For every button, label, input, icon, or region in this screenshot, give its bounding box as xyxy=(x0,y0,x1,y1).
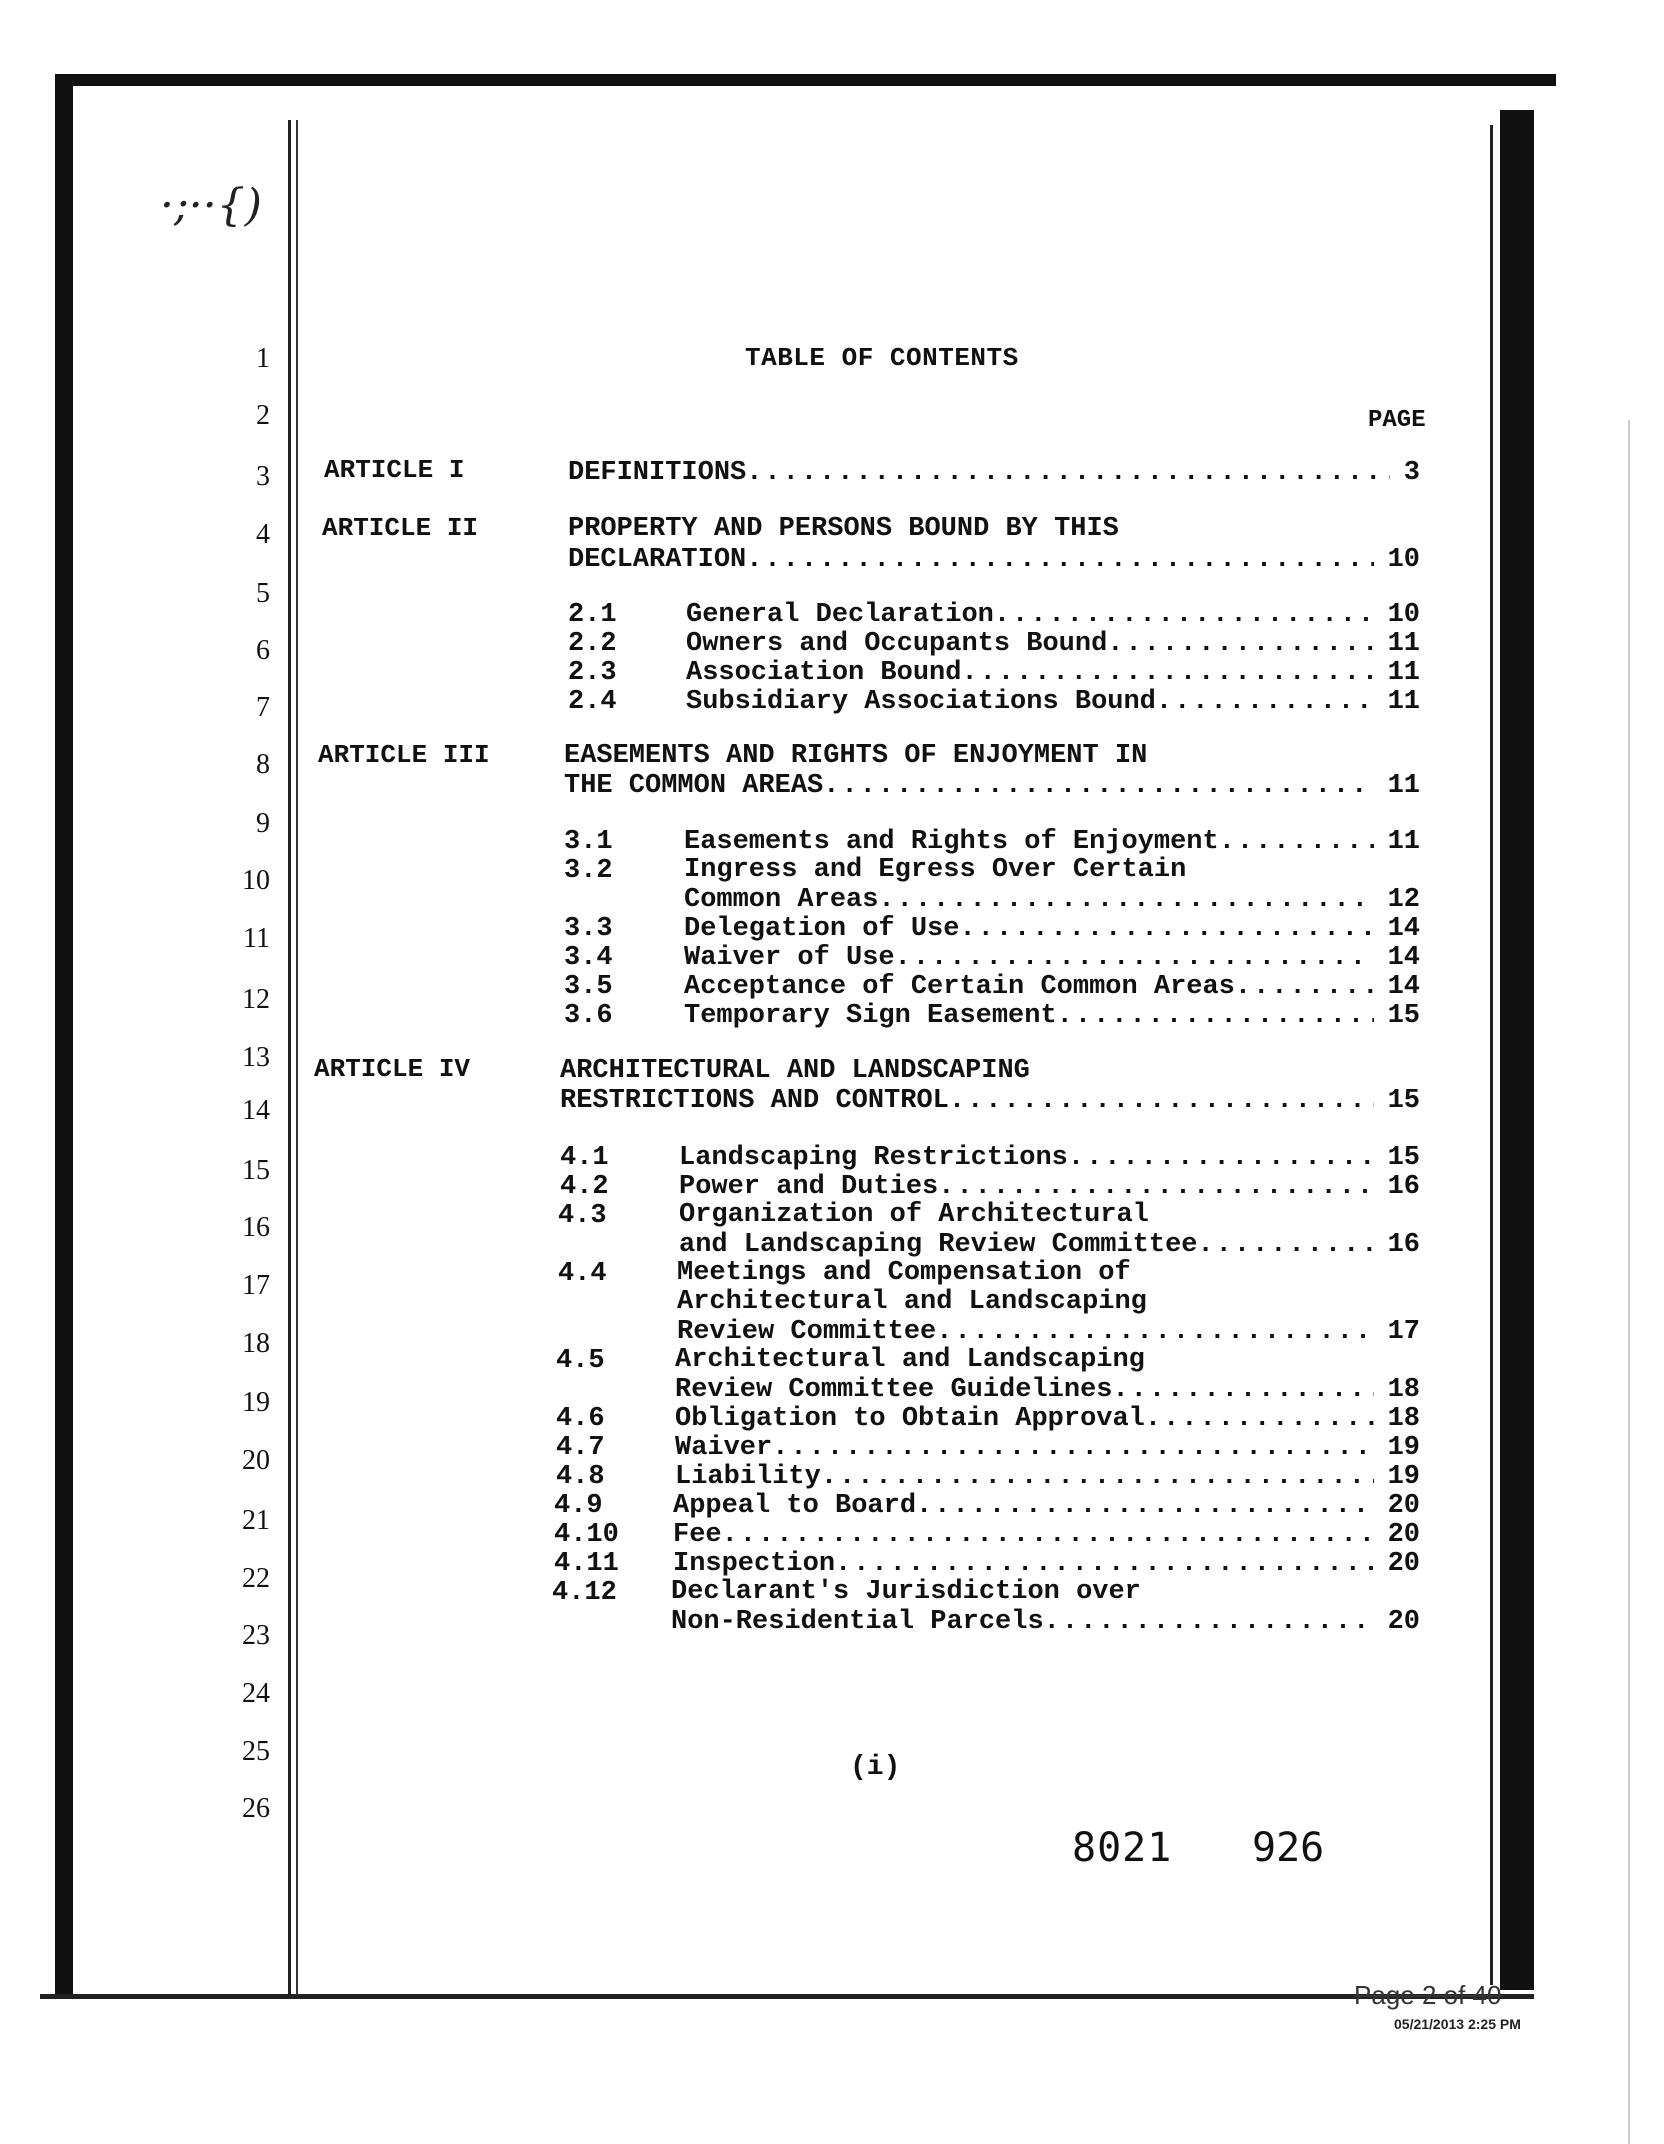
toc-entry-title: RESTRICTIONS AND CONTROL xyxy=(560,1086,949,1116)
leader-dots xyxy=(772,1433,1373,1463)
toc-entry-title: Fee xyxy=(673,1520,722,1550)
toc-entry-section[interactable] xyxy=(684,943,1420,973)
toc-entry-title-line: Declarant's Jurisdiction over xyxy=(671,1577,1141,1607)
line-number: 4 xyxy=(256,519,270,550)
leader-dots xyxy=(1197,1230,1373,1260)
line-number: 26 xyxy=(242,1793,270,1824)
toc-entry-title: Landscaping Restrictions xyxy=(679,1143,1068,1173)
toc-entry-page: 11 xyxy=(1387,687,1420,717)
toc-entry-title: Temporary Sign Easement xyxy=(684,1001,1057,1031)
line-number: 18 xyxy=(242,1328,270,1359)
page-of-indicator: Page 2 of 40 xyxy=(1354,1980,1502,2010)
toc-entry-page: 15 xyxy=(1387,1143,1420,1173)
toc-entry-title: Power and Duties xyxy=(679,1172,939,1202)
toc-entry-page: 14 xyxy=(1387,943,1420,973)
section-number: 3.1 xyxy=(564,827,613,857)
toc-entry-section[interactable] xyxy=(686,629,1420,659)
article-label: ARTICLE IV xyxy=(314,1054,471,1084)
line-number: 14 xyxy=(242,1095,270,1126)
leader-dots xyxy=(949,1086,1374,1116)
section-number: 4.2 xyxy=(560,1172,609,1202)
section-number: 2.3 xyxy=(568,658,617,688)
line-number: 7 xyxy=(256,692,270,723)
article-label: ARTICLE III xyxy=(318,740,490,770)
section-number: 4.12 xyxy=(552,1578,617,1608)
section-number: 3.3 xyxy=(564,914,613,944)
toc-entry-title: Waiver xyxy=(675,1433,773,1463)
toc-entry-page: 15 xyxy=(1387,1086,1420,1116)
line-number: 16 xyxy=(242,1212,270,1243)
toc-entry-page: 17 xyxy=(1387,1317,1420,1347)
toc-entry-title: Non-Residential Parcels xyxy=(671,1607,1044,1637)
line-number: 10 xyxy=(242,865,270,896)
section-number: 3.4 xyxy=(564,943,613,973)
scan-edge-line xyxy=(1628,420,1630,2144)
line-number: 5 xyxy=(256,578,270,609)
page-frame-top xyxy=(56,74,1556,86)
toc-entry-title: Common Areas xyxy=(684,885,879,915)
toc-entry-page: 10 xyxy=(1387,545,1420,575)
toc-entry-title: Review Committee Guidelines xyxy=(675,1375,1113,1405)
toc-entry-title: General Declaration xyxy=(686,600,994,630)
section-number: 4.8 xyxy=(556,1462,605,1492)
toc-entry-page: 15 xyxy=(1387,1001,1420,1031)
leader-dots xyxy=(878,885,1373,915)
leader-dots xyxy=(1145,1404,1374,1434)
toc-entry-title: Obligation to Obtain Approval xyxy=(675,1404,1145,1434)
toc-entry-section[interactable] xyxy=(675,1462,1420,1492)
section-number: 2.4 xyxy=(568,687,617,717)
page-frame-right xyxy=(1500,110,1534,1990)
toc-entry-page: 20 xyxy=(1387,1549,1420,1579)
handwritten-mark: ·;··{) xyxy=(160,180,262,231)
recording-page-number: 926 xyxy=(1252,1825,1325,1871)
leader-dots xyxy=(1107,629,1373,659)
toc-entry-section[interactable] xyxy=(679,1172,1420,1202)
leader-dots xyxy=(1235,972,1374,1002)
document-title: TABLE OF CONTENTS xyxy=(745,343,1019,373)
toc-entry-section[interactable] xyxy=(684,914,1420,944)
leader-dots xyxy=(823,771,1373,801)
section-number: 4.10 xyxy=(554,1520,619,1550)
leader-dots xyxy=(959,914,1373,944)
toc-entry-title-line: Ingress and Egress Over Certain xyxy=(684,855,1187,885)
line-number: 15 xyxy=(242,1155,270,1186)
section-number: 2.2 xyxy=(568,629,617,659)
toc-entry-article-2[interactable] xyxy=(568,545,1420,575)
print-timestamp: 05/21/2013 2:25 PM xyxy=(1394,2016,1521,2032)
margin-rule xyxy=(288,120,291,1995)
leader-dots xyxy=(961,658,1373,688)
section-number: 3.2 xyxy=(564,856,613,886)
toc-entry-section[interactable] xyxy=(675,1433,1420,1463)
toc-entry-title: Owners and Occupants Bound xyxy=(686,629,1108,659)
toc-entry-section[interactable] xyxy=(679,1230,1420,1260)
section-number: 3.5 xyxy=(564,972,613,1002)
section-number: 4.6 xyxy=(556,1404,605,1434)
toc-entry-page: 11 xyxy=(1387,827,1420,857)
toc-entry-title: Review Committee xyxy=(677,1317,937,1347)
toc-entry-title-line: Architectural and Landscaping xyxy=(677,1287,1147,1317)
toc-entry-page: 18 xyxy=(1387,1375,1420,1405)
line-number: 17 xyxy=(242,1270,270,1301)
toc-entry-section[interactable] xyxy=(684,1001,1420,1031)
toc-entry-title-line: Architectural and Landscaping xyxy=(675,1345,1145,1375)
toc-entry-page: 18 xyxy=(1387,1404,1420,1434)
leader-dots xyxy=(938,1172,1373,1202)
toc-entry-section[interactable] xyxy=(671,1607,1420,1637)
line-number: 19 xyxy=(242,1387,270,1418)
section-number: 4.4 xyxy=(558,1259,607,1289)
toc-entry-page: 20 xyxy=(1387,1607,1420,1637)
section-number: 4.11 xyxy=(554,1549,619,1579)
leader-dots xyxy=(916,1491,1374,1521)
toc-entry-page: 11 xyxy=(1387,771,1420,801)
section-number: 4.5 xyxy=(556,1346,605,1376)
leader-dots xyxy=(746,458,1390,488)
toc-entry-section[interactable] xyxy=(686,658,1420,688)
toc-entry-section[interactable] xyxy=(675,1404,1420,1434)
line-number: 24 xyxy=(242,1678,270,1709)
line-number: 2 xyxy=(256,400,270,431)
toc-entry-section[interactable] xyxy=(673,1549,1420,1579)
toc-entry-title-line: PROPERTY AND PERSONS BOUND BY THIS xyxy=(568,514,1119,544)
toc-entry-section[interactable] xyxy=(675,1375,1420,1405)
leader-dots xyxy=(835,1549,1374,1579)
toc-entry-title: Subsidiary Associations Bound xyxy=(686,687,1156,717)
toc-entry-page: 10 xyxy=(1387,600,1420,630)
margin-rule-inner xyxy=(296,120,298,1995)
footer-page-number: (i) xyxy=(850,1752,901,1783)
page-frame-left xyxy=(55,74,73,1999)
line-number: 21 xyxy=(242,1505,270,1536)
toc-entry-title: Easements and Rights of Enjoyment xyxy=(684,827,1219,857)
line-number: 20 xyxy=(242,1445,270,1476)
leader-dots xyxy=(1068,1143,1374,1173)
line-number: 9 xyxy=(256,808,270,839)
leader-dots xyxy=(821,1462,1374,1492)
line-number: 3 xyxy=(256,461,270,492)
toc-entry-section[interactable] xyxy=(684,972,1420,1002)
leader-dots xyxy=(936,1317,1373,1347)
line-number: 13 xyxy=(242,1042,270,1073)
toc-entry-section[interactable] xyxy=(673,1520,1420,1550)
toc-entry-title-line: Meetings and Compensation of xyxy=(677,1258,1131,1288)
toc-entry-page: 3 xyxy=(1403,458,1420,488)
toc-entry-title: and Landscaping Review Committee xyxy=(679,1230,1198,1260)
line-number: 25 xyxy=(242,1736,270,1767)
line-number: 12 xyxy=(242,984,270,1015)
page-column-heading: PAGE xyxy=(1368,407,1426,434)
toc-entry-title: Waiver of Use xyxy=(684,943,895,973)
toc-entry-title: DEFINITIONS xyxy=(568,458,747,488)
leader-dots xyxy=(1044,1607,1374,1637)
toc-entry-title: THE COMMON AREAS xyxy=(564,771,824,801)
toc-entry-page: 16 xyxy=(1387,1230,1420,1260)
toc-entry-title-line: ARCHITECTURAL AND LANDSCAPING xyxy=(560,1056,1030,1086)
toc-entry-page: 16 xyxy=(1387,1172,1420,1202)
toc-entry-section[interactable] xyxy=(679,1143,1420,1173)
line-number: 8 xyxy=(256,749,270,780)
section-number: 3.6 xyxy=(564,1001,613,1031)
leader-dots xyxy=(895,943,1374,973)
leader-dots xyxy=(1219,827,1374,857)
recording-book-number: 8021 xyxy=(1072,1825,1173,1871)
toc-entry-page: 12 xyxy=(1387,885,1420,915)
toc-entry-title-line: Organization of Architectural xyxy=(679,1200,1149,1230)
toc-entry-title: Delegation of Use xyxy=(684,914,960,944)
toc-entry-page: 19 xyxy=(1387,1462,1420,1492)
toc-entry-section[interactable] xyxy=(686,600,1420,630)
page-frame-bottom xyxy=(40,1994,1534,1999)
toc-entry-section[interactable] xyxy=(677,1317,1420,1347)
toc-entry-article-1[interactable] xyxy=(568,458,1420,488)
toc-entry-title-line: EASEMENTS AND RIGHTS OF ENJOYMENT IN xyxy=(564,741,1148,771)
toc-entry-page: 11 xyxy=(1387,629,1420,659)
section-number: 4.1 xyxy=(560,1143,609,1173)
section-number: 2.1 xyxy=(568,600,617,630)
article-label: ARTICLE II xyxy=(322,513,479,543)
toc-entry-page: 14 xyxy=(1387,972,1420,1002)
toc-entry-title: Inspection xyxy=(673,1549,836,1579)
toc-entry-page: 20 xyxy=(1387,1520,1420,1550)
line-number: 1 xyxy=(256,343,270,374)
toc-entry-page: 20 xyxy=(1387,1491,1420,1521)
section-number: 4.7 xyxy=(556,1433,605,1463)
toc-entry-section[interactable] xyxy=(686,687,1420,717)
toc-entry-title: Association Bound xyxy=(686,658,962,688)
leader-dots xyxy=(746,545,1373,575)
toc-entry-section[interactable] xyxy=(684,885,1420,915)
leader-dots xyxy=(722,1520,1374,1550)
toc-entry-title: DECLARATION xyxy=(568,545,747,575)
section-number: 4.9 xyxy=(554,1491,603,1521)
toc-entry-title: Appeal to Board xyxy=(673,1491,917,1521)
line-number: 23 xyxy=(242,1620,270,1651)
toc-entry-title: Liability xyxy=(675,1462,821,1492)
toc-entry-page: 11 xyxy=(1387,658,1420,688)
toc-entry-page: 14 xyxy=(1387,914,1420,944)
page-frame-right-inner xyxy=(1490,125,1493,1985)
article-label: ARTICLE I xyxy=(324,455,465,485)
leader-dots xyxy=(1156,687,1374,717)
line-number: 11 xyxy=(243,923,270,954)
toc-entry-section[interactable] xyxy=(684,827,1420,857)
toc-entry-page: 19 xyxy=(1387,1433,1420,1463)
toc-entry-title: Acceptance of Certain Common Areas xyxy=(684,972,1235,1002)
leader-dots xyxy=(994,600,1374,630)
leader-dots xyxy=(1057,1001,1374,1031)
line-number: 6 xyxy=(256,635,270,666)
section-number: 4.3 xyxy=(558,1201,607,1231)
leader-dots xyxy=(1112,1375,1373,1405)
toc-entry-article-4[interactable] xyxy=(560,1086,1420,1116)
toc-entry-section[interactable] xyxy=(673,1491,1420,1521)
line-number: 22 xyxy=(242,1563,270,1594)
toc-entry-article-3[interactable] xyxy=(564,771,1420,801)
